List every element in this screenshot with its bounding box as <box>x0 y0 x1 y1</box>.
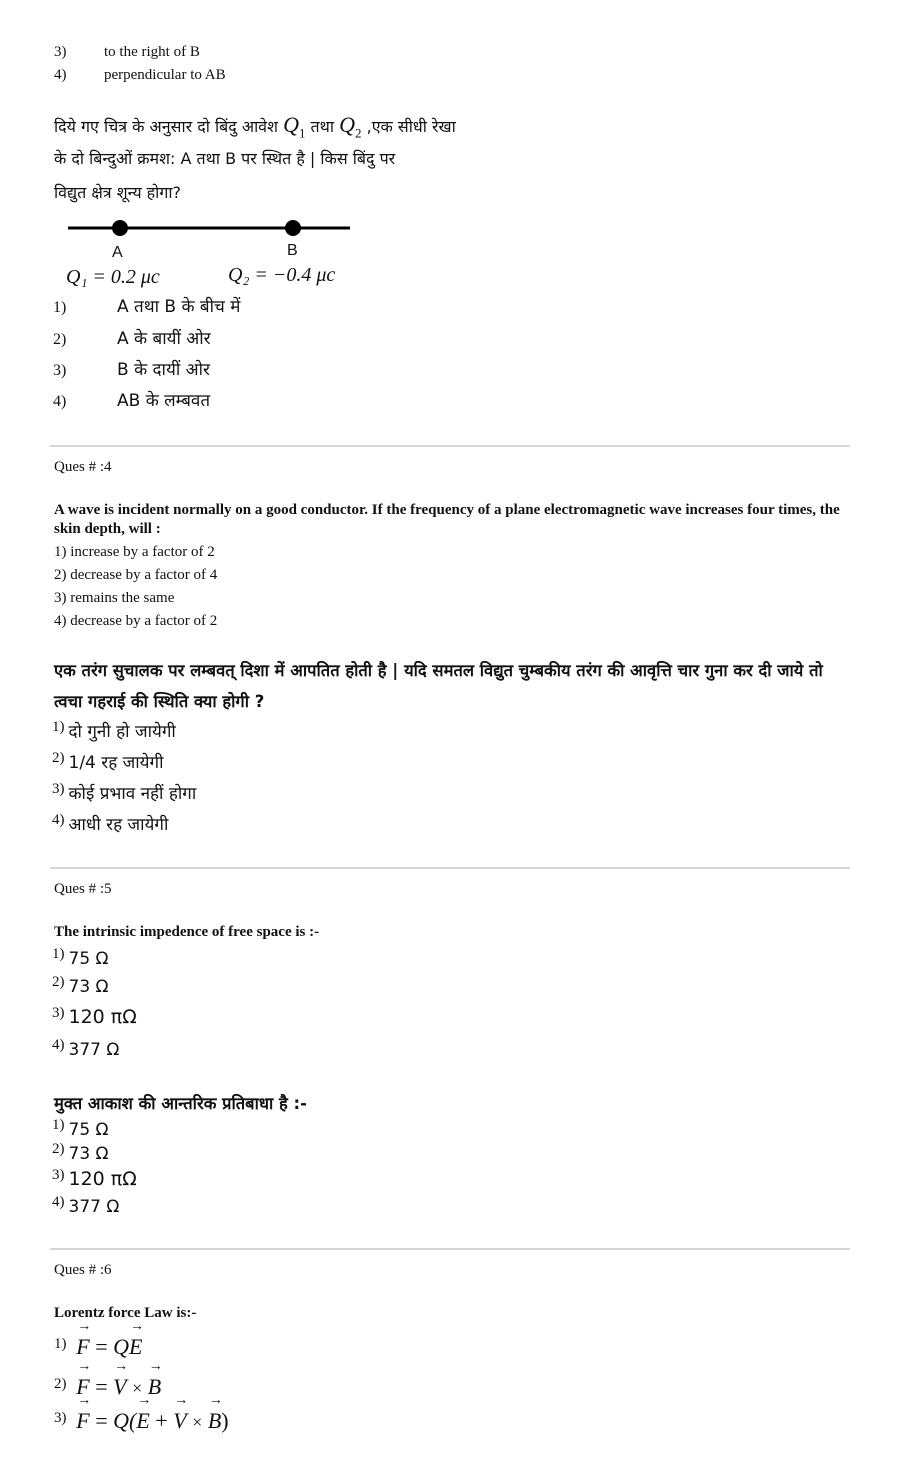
equation-option-2: $^{2)}$ → F = → V × → B <box>54 1374 161 1400</box>
question-text: Lorentz force Law is:- <box>54 1305 197 1321</box>
question-text: A wave is incident normally on a good conductor. If the frequency of a plane electromagnetic wave increases four times, the skin depth, will : <box>54 502 840 537</box>
option-row: $^{3)}$ 120 πΩ <box>52 1167 137 1190</box>
option-row: $^{1)}$ 75 Ω <box>52 1117 109 1140</box>
option-number: 3) <box>54 44 67 60</box>
question-text: The intrinsic impedence of free space is :- <box>54 924 320 940</box>
option-row: 2) A के बायीं ओर <box>53 329 211 349</box>
point-b-label: B <box>287 242 298 259</box>
option-row: $^{4)}$ आधी रह जायेगी <box>52 812 169 835</box>
equation-option-3: $^{3)}$ → F = Q(→ E + → V × → B) <box>54 1408 229 1434</box>
option-text: to the right of B <box>104 44 200 60</box>
option-row: $^{4)}$ 377 Ω <box>52 1037 120 1060</box>
option-row: $^{4)}$ 377 Ω <box>52 1194 120 1217</box>
hindi-question-line: विद्युत क्षेत्र शून्य होगा? <box>54 183 181 202</box>
charge-line-figure <box>60 214 360 244</box>
option-row: $^{2)}$ 1/4 रह जायेगी <box>52 750 164 773</box>
option-row: $^{1)}$ 75 Ω <box>52 946 109 969</box>
option-row: $^{3)}$ कोई प्रभाव नहीं होगा <box>52 781 197 804</box>
option-text: 2) decrease by a factor of 4 <box>54 567 218 583</box>
charge-q2: $Q_2$ <box>339 112 362 141</box>
option-row <box>54 43 200 61</box>
option-row: 1) A तथा B के बीच में <box>53 297 241 317</box>
point-a-label: A <box>112 244 123 261</box>
divider <box>50 1248 850 1250</box>
divider <box>50 445 850 447</box>
question-number: Ques # :5 <box>54 881 112 897</box>
option-text: perpendicular to AB <box>104 67 226 83</box>
question-number: Ques # :4 <box>54 459 112 475</box>
charge-b-value: Q₂ = −0.4 μc <box>228 264 336 286</box>
option-row <box>54 66 226 84</box>
option-row: 4) AB के लम्बवत <box>53 391 211 411</box>
charge-q1: $Q_1$ <box>283 112 306 141</box>
question-number: Ques # :6 <box>54 1262 112 1278</box>
point-a-dot <box>112 220 128 236</box>
divider <box>50 867 850 869</box>
option-row: $^{2)}$ 73 Ω <box>52 1141 109 1164</box>
hindi-question-text: मुक्त आकाश की आन्तरिक प्रतिबाधा है :- <box>54 1094 307 1113</box>
option-row: $^{3)}$ 120 πΩ <box>52 1005 137 1028</box>
hindi-question-line: दिये गए चित्र के अनुसार दो बिंदु आवेश $Q_1$ तथा $Q_2$ ,एक सीधी रेखा <box>54 112 456 141</box>
point-b-dot <box>285 220 301 236</box>
equation-option-1: $^{1)}$ → F = Q→ E <box>54 1334 142 1360</box>
hindi-question-text: एक तरंग सुचालक पर लम्बवत् दिशा में आपतित होती है | यदि समतल विद्युत चुम्बकीय तरंग की आवृत्ति चार गुना कर दी जाये तो त्वचा गहराई की स्थिति क्या होगी ? <box>54 661 823 711</box>
option-text: 3) remains the same <box>54 590 175 606</box>
option-text: 1) increase by a factor of 2 <box>54 544 215 560</box>
option-text: 4) decrease by a factor of 2 <box>54 613 218 629</box>
hindi-question-line: के दो बिन्दुओं क्रमश: A तथा B पर स्थित है | किस बिंदु पर <box>54 149 396 168</box>
option-row: $^{2)}$ 73 Ω <box>52 974 109 997</box>
option-row: $^{1)}$ दो गुनी हो जायेगी <box>52 719 176 742</box>
option-number: 4) <box>54 67 67 83</box>
option-row: 3) B के दायीं ओर <box>53 360 210 380</box>
charge-a-value: Q₁ = 0.2 μc <box>66 266 160 288</box>
